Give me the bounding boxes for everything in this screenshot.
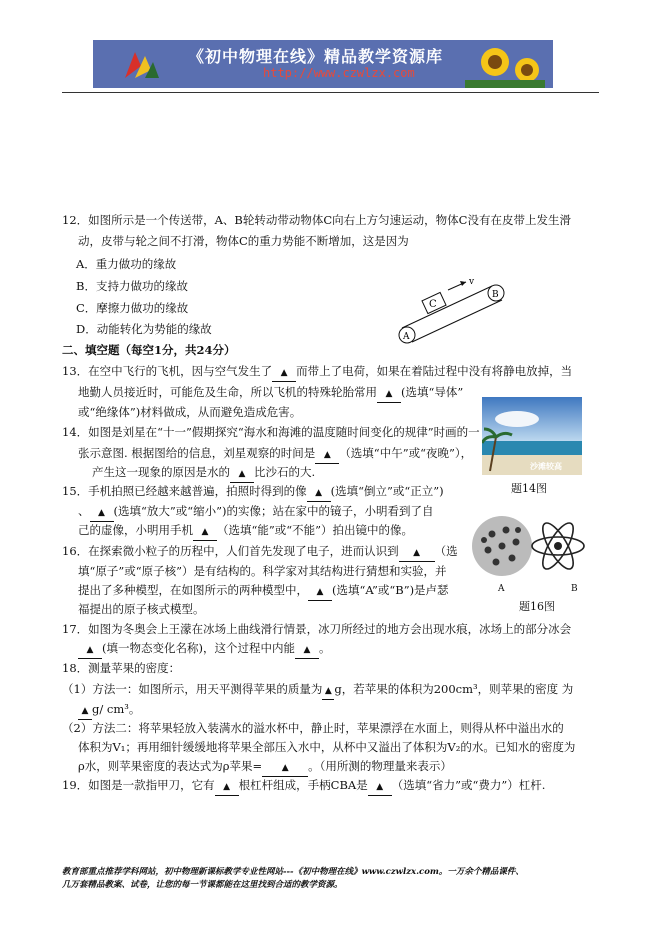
q16-text-d: (选填“A”或“B”)是卢瑟 <box>332 583 449 597</box>
q15-text-e: 己的虚像，小明用手机 <box>78 523 193 537</box>
q15-line-3 <box>78 522 413 541</box>
q15-blank-3[interactable]: ▲ <box>193 524 217 541</box>
q18-method2-line-3 <box>78 758 452 777</box>
q12-option-c: C．摩擦力做功的缘故 <box>76 301 189 315</box>
q12-stem-1: 12．如图所示是一个传送带，A、B轮转动带动物体C向右上方匀速运动，物体C没有在皮带上发生滑 <box>62 213 571 227</box>
section-2-heading: 二、填空题（每空1分，共24分） <box>62 343 236 357</box>
q12-stem-2: 动，皮带与轮之间不打滑，物体C的重力势能不断增加，这是因为 <box>78 234 409 248</box>
banner-url[interactable]: http://www.czwlzx.com <box>263 66 415 80</box>
beach-label: 沙滩较高 <box>530 461 562 471</box>
q19-blank-1[interactable]: ▲ <box>215 779 239 796</box>
q14-text-b: （选填“中午”或“夜晚”）， <box>339 446 473 460</box>
q18-method1-line-1 <box>62 681 573 700</box>
q17-text-b: (填一物态变化名称)，这个过程中内能 <box>102 641 295 655</box>
q13-line-2 <box>78 384 463 403</box>
atom-label-b: B <box>571 584 578 594</box>
q14-line-3 <box>92 464 315 483</box>
q19-text-c: （选填“省力”或“费力”）杠杆. <box>391 778 546 792</box>
header-banner <box>93 40 553 88</box>
q16-blank-2[interactable]: ▲ <box>308 584 332 601</box>
q17-line-1: 17．如图为冬奥会上王濛在冰场上曲线滑行情景，冰刀所经过的地方会出现水痕，冰场上的部分冰会 <box>62 622 572 636</box>
object-c-label: C <box>429 299 437 310</box>
q18-text-d: ρ水，则苹果密度的表达式为ρ苹果= <box>78 759 263 773</box>
q16-text-c: 提出了多种模型，在如图所示的两种模型中， <box>78 583 308 597</box>
fig-16-caption: 题16图 <box>519 600 555 613</box>
q17-blank-2[interactable]: ▲ <box>295 642 319 659</box>
q18-heading: 18．测量苹果的密度： <box>62 661 181 675</box>
q17-line-2 <box>78 640 330 659</box>
q13-blank-2[interactable]: ▲ <box>377 386 401 403</box>
wheel-b-label: B <box>492 290 499 300</box>
velocity-label: v <box>469 277 475 287</box>
q16-line-4: 福提出的原子核式模型。 <box>78 602 205 616</box>
sunflower-icon <box>465 40 545 88</box>
q15-text-c: 、 <box>78 504 90 518</box>
q18-method1-line-2 <box>78 701 140 720</box>
q19-line-1 <box>62 777 545 796</box>
q18-text-c: g/ cm³。 <box>92 702 141 716</box>
q16-line-2: 填“原子”或“原子核”）是有结构的。科学家对其结构进行猜想和实验，并 <box>78 564 447 578</box>
atom-models-figure <box>470 512 590 582</box>
q17-text-c: 。 <box>318 641 331 655</box>
q14-line-2 <box>78 445 472 464</box>
atom-label-a: A <box>498 584 505 594</box>
wheel-a-label: A <box>403 332 410 342</box>
q14-line-1: 14．如图是刘星在“十一”假期探究“海水和海滩的温度随时间变化的规律”时画的一 <box>62 425 480 439</box>
q15-text-a: 15．手机拍照已经越来越普遍，拍照时得到的像 <box>62 484 307 498</box>
q15-line-1 <box>62 483 444 502</box>
q17-blank-1[interactable]: ▲ <box>78 642 102 659</box>
q16-line-3 <box>78 582 449 601</box>
q18-method2-line-1: （2）方法二：将苹果轻放入装满水的溢水杯中，静止时，苹果漂浮在水面上，则得从杯中溢出水的 <box>62 721 564 735</box>
q15-text-b: (选填“倒立”或“正立”) <box>330 484 444 498</box>
q16-text-b: （选 <box>434 544 458 558</box>
q18-blank-1[interactable]: ▲ <box>322 683 334 700</box>
logo-icon <box>121 48 161 82</box>
q18-blank-3[interactable]: ▲ <box>262 760 308 777</box>
q13-line-3: 或“绝缘体”)材料做成，从而避免造成危害。 <box>78 405 302 419</box>
q14-blank-1[interactable]: ▲ <box>315 447 339 464</box>
q16-blank-1[interactable]: ▲ <box>399 545 435 562</box>
q15-text-d: (选填“放大”或“缩小”)的实像；站在家中的镜子，小明看到了自 <box>113 504 434 518</box>
q12-option-a: A．重力做功的缘故 <box>76 257 177 271</box>
q12-option-d: D．动能转化为势能的缘故 <box>76 322 212 336</box>
footer-line-1: 教育部重点推荐学科网站，初中物理新课标教学专业性网站---《初中物理在线》www.czwlzx.com。一万余个精品课件、 <box>62 867 524 877</box>
q14-text-c: 产生这一现象的原因是水的 <box>92 465 230 479</box>
q18-blank-2[interactable]: ▲ <box>78 703 92 720</box>
q14-text-a: 张示意图. 根据图给的信息，刘星观察的时间是 <box>78 446 316 460</box>
q16-text-a: 16．在探索微小粒子的历程中，人们首先发现了电子，进而认识到 <box>62 544 399 558</box>
q14-text-d: 比沙石的大. <box>254 465 316 479</box>
q15-blank-2[interactable]: ▲ <box>90 505 114 522</box>
q16-line-1 <box>62 543 458 562</box>
q15-line-2 <box>78 503 434 522</box>
page-footer <box>62 866 602 892</box>
footer-line-2: 几万套精品教案、试卷，让您的每一节课都能在这里找到合适的教学资源。 <box>62 880 343 890</box>
banner-title: 《初中物理在线》精品教学资源库 <box>188 47 444 66</box>
beach-image <box>482 397 582 475</box>
conveyor-figure <box>392 276 514 346</box>
q18-method2-line-2: 体积为V₁；再用细针缓缓地将苹果全部压入水中，从杯中又溢出了体积为V₂的水。已知水的密度为 <box>78 740 576 754</box>
q13-blank-1[interactable]: ▲ <box>272 365 296 382</box>
q12-option-b: B．支持力做功的缘故 <box>76 279 188 293</box>
q18-text-a: （1）方法一：如图所示，用天平测得苹果的质量为 <box>62 682 323 696</box>
q13-line-1 <box>62 363 572 382</box>
q13-text-c: 地勤人员接近时，可能危及生命，所以飞机的特殊轮胎常用 <box>78 385 377 399</box>
q19-text-a: 19．如图是一款指甲刀，它有 <box>62 778 215 792</box>
q15-blank-1[interactable]: ▲ <box>307 485 331 502</box>
q18-text-b: g，若苹果的体积为200cm³，则苹果的密度 为 <box>334 682 574 696</box>
q18-text-e: 。（用所测的物理量来表示） <box>308 759 452 773</box>
fig-14-caption: 题14图 <box>511 482 547 495</box>
q13-text-a: 13．在空中飞行的飞机，因与空气发生了 <box>62 364 273 378</box>
q14-blank-2[interactable]: ▲ <box>230 466 254 483</box>
q13-text-b: 而带上了电荷，如果在着陆过程中没有将静电放掉，当 <box>296 364 573 378</box>
q15-text-f: （选填“能”或“不能”）拍出镜中的像。 <box>217 523 414 537</box>
q19-text-b: 根杠杆组成，手柄CBA是 <box>238 778 368 792</box>
q13-text-d: (选填“导体” <box>401 385 464 399</box>
header-rule <box>62 92 599 93</box>
q19-blank-2[interactable]: ▲ <box>368 779 392 796</box>
